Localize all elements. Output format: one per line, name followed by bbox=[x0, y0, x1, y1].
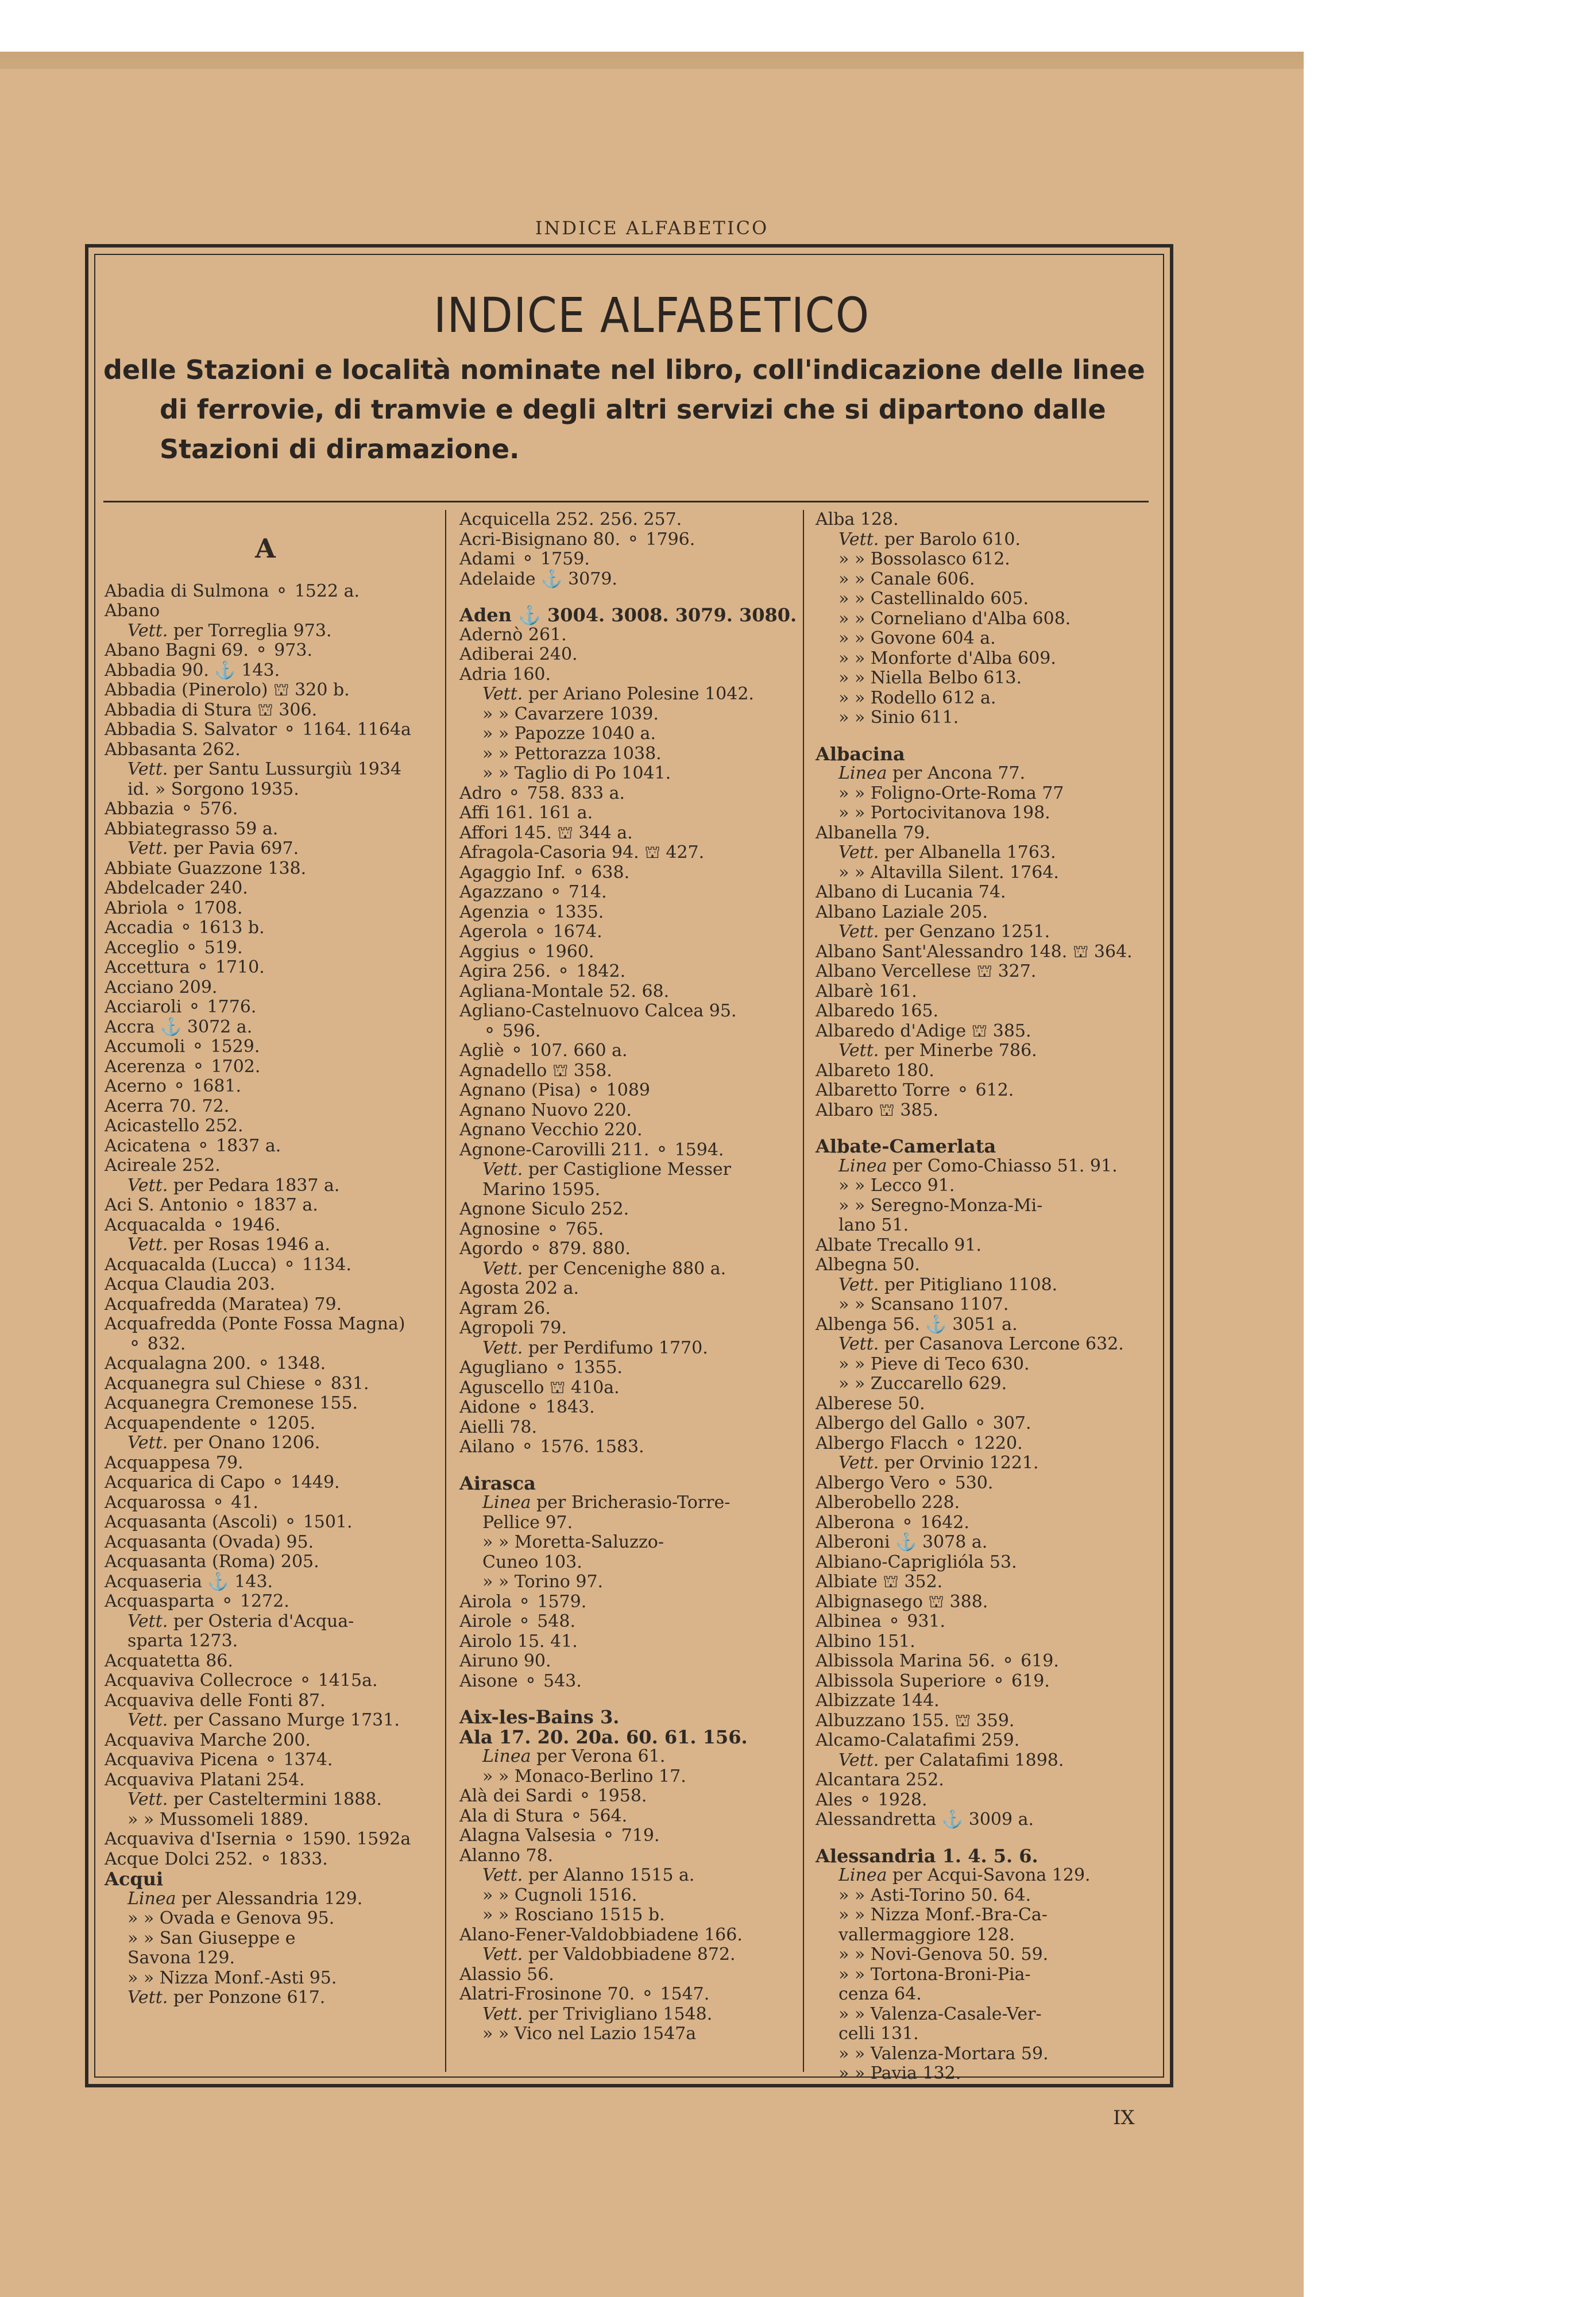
sub-entry: » » Nizza Monf.-Bra-Ca- bbox=[838, 1905, 1048, 1925]
sub-entry: » » Vico nel Lazio 1547a bbox=[482, 2024, 697, 2044]
index-entry: Affi 161. 161 a. bbox=[459, 803, 593, 823]
sub-entry: Savona 129. bbox=[127, 1948, 235, 1968]
index-entry: Albano Sant'Alessandro 148. ⛫ 364. bbox=[816, 941, 1133, 962]
sub-entry: » » San Giuseppe e bbox=[127, 1928, 296, 1948]
index-entry: Agerola ⚬ 1674. bbox=[459, 922, 602, 942]
sub-entry: lano 51. bbox=[838, 1215, 909, 1235]
index-entry: Acquacalda ⚬ 1946. bbox=[105, 1215, 281, 1235]
sub-entry: » » Mussomeli 1889. bbox=[127, 1809, 309, 1830]
index-entry: Acquafredda (Maratea) 79. bbox=[105, 1294, 342, 1314]
index-entry: Acicatena ⚬ 1837 a. bbox=[105, 1135, 281, 1156]
station-heading: Acqui bbox=[105, 1868, 164, 1890]
index-entry: Albano Laziale 205. bbox=[816, 902, 988, 922]
index-entry: Albizzate 144. bbox=[816, 1691, 940, 1711]
index-entry: Adiberai 240. bbox=[459, 644, 578, 664]
index-entry: Adernò 261. bbox=[459, 624, 567, 645]
index-entry: Airola ⚬ 1579. bbox=[459, 1591, 587, 1612]
index-entry: Acquasanta (Roma) 205. bbox=[105, 1552, 319, 1572]
index-entry: Abdelcader 240. bbox=[105, 878, 248, 898]
sub-entry: Vett. per Torreglia 973. bbox=[127, 620, 332, 641]
page-number: IX bbox=[1113, 2106, 1135, 2129]
sub-entry: » » Bossolasco 612. bbox=[838, 549, 1010, 569]
sub-entry: » » Cugnoli 1516. bbox=[482, 1885, 637, 1905]
sub-entry: Vett. per Minerbe 786. bbox=[838, 1041, 1037, 1061]
index-entry: Acquacalda (Lucca) ⚬ 1134. bbox=[105, 1254, 352, 1275]
index-entry: Agnano Nuovo 220. bbox=[459, 1100, 632, 1120]
index-entry: Agliè ⚬ 107. 660 a. bbox=[459, 1041, 628, 1061]
sub-entry: » » Papozze 1040 a. bbox=[482, 724, 656, 744]
index-entry: Alanno 78. bbox=[459, 1845, 554, 1866]
running-header: INDICE ALFABETICO bbox=[535, 217, 769, 239]
index-entry: Acquatetta 86. bbox=[105, 1650, 233, 1671]
sub-entry: ⚬ 832. bbox=[127, 1333, 186, 1354]
sub-entry: » » Taglio di Po 1041. bbox=[482, 763, 671, 783]
index-entry: Agnadello ⛫ 358. bbox=[459, 1060, 612, 1081]
sub-entry: id. » Sorgono 1935. bbox=[127, 779, 299, 799]
index-entry: Acciaroli ⚬ 1776. bbox=[105, 997, 257, 1017]
index-entry: Ales ⚬ 1928. bbox=[816, 1789, 928, 1810]
sub-entry: » » Rodello 612 a. bbox=[838, 687, 996, 708]
spacer bbox=[816, 1830, 1154, 1846]
index-entry: Albignasego ⛫ 388. bbox=[816, 1591, 988, 1612]
sub-entry: » » Tortona-Broni-Pia- bbox=[838, 1964, 1031, 1985]
spacer bbox=[816, 1120, 1154, 1136]
sub-entry: » » Pettorazza 1038. bbox=[482, 743, 662, 764]
sub-entry: » » Corneliano d'Alba 608. bbox=[838, 608, 1071, 629]
index-entry: Acqualagna 200. ⚬ 1348. bbox=[105, 1354, 326, 1374]
index-entry: Accumoli ⚬ 1529. bbox=[105, 1037, 260, 1057]
index-entry: Agosta 202 a. bbox=[459, 1278, 579, 1298]
index-entry: Abbadia 90. ⚓ 143. bbox=[105, 660, 280, 680]
page-subtitle bbox=[103, 350, 1149, 469]
index-entry: Airuno 90. bbox=[459, 1651, 551, 1671]
sub-entry: » » Ovada e Genova 95. bbox=[127, 1908, 335, 1928]
index-entry: Acquaviva Picena ⚬ 1374. bbox=[105, 1750, 333, 1770]
index-entry: Acciano 209. bbox=[105, 977, 218, 997]
sub-entry: Cuneo 103. bbox=[482, 1552, 582, 1572]
section-letter: A bbox=[255, 533, 276, 564]
index-entry: Agnano Vecchio 220. bbox=[459, 1120, 643, 1140]
sub-entry: Vett. per Ponzone 617. bbox=[127, 1987, 326, 2008]
index-entry: Adelaide ⚓ 3079. bbox=[459, 569, 617, 589]
index-entry: Acri-Bisignano 80. ⚬ 1796. bbox=[459, 529, 695, 550]
index-entry: Albarè 161. bbox=[816, 981, 917, 1001]
index-entry: Albiate ⛫ 352. bbox=[816, 1572, 943, 1592]
index-entry: Abano Bagni 69. ⚬ 973. bbox=[105, 640, 312, 660]
sub-entry: Linea per Bricherasio-Torre- bbox=[482, 1492, 731, 1513]
sub-entry: celli 131. bbox=[838, 2024, 919, 2044]
index-entry: Albanella 79. bbox=[816, 822, 930, 843]
sub-entry: Linea per Como-Chiasso 51. 91. bbox=[838, 1155, 1118, 1176]
index-entry: Adro ⚬ 758. 833 a. bbox=[459, 783, 625, 803]
sub-entry: Vett. per Cencenighe 880 a. bbox=[482, 1258, 726, 1279]
index-entry: Alagna Valsesia ⚬ 719. bbox=[459, 1826, 660, 1846]
subtitle-line-3: Stazioni di diramazione. bbox=[160, 434, 520, 465]
index-entry: Agnosine ⚬ 765. bbox=[459, 1219, 604, 1239]
index-entry: Affori 145. ⛫ 344 a. bbox=[459, 822, 633, 843]
sub-entry: Vett. per Calatafimi 1898. bbox=[838, 1750, 1064, 1770]
sub-entry: Vett. per Casanova Lercone 632. bbox=[838, 1334, 1124, 1354]
index-entry: Agnone-Carovilli 211. ⚬ 1594. bbox=[459, 1139, 724, 1160]
sub-entry: vallermaggiore 128. bbox=[838, 1924, 1015, 1945]
sub-entry: Vett. per Barolo 610. bbox=[838, 529, 1021, 550]
sub-entry: Linea per Alessandria 129. bbox=[127, 1888, 363, 1909]
index-entry: Albegna 50. bbox=[816, 1255, 920, 1275]
index-entry: Albinea ⚬ 931. bbox=[816, 1611, 946, 1631]
index-entry: Acquanegra sul Chiese ⚬ 831. bbox=[105, 1373, 369, 1394]
sub-entry: Vett. per Onano 1206. bbox=[127, 1433, 320, 1453]
sub-entry: Linea per Verona 61. bbox=[482, 1746, 666, 1766]
index-entry: Alberobello 228. bbox=[816, 1492, 960, 1513]
sub-entry: » » Asti-Torino 50. 64. bbox=[838, 1885, 1031, 1905]
index-entry: Acquasanta (Ovada) 95. bbox=[105, 1532, 314, 1552]
index-entry: Adami ⚬ 1759. bbox=[459, 549, 590, 569]
index-entry: Alberona ⚬ 1642. bbox=[816, 1512, 969, 1533]
station-heading: Albacina bbox=[816, 743, 905, 765]
index-entry: Albuzzano 155. ⛫ 359. bbox=[816, 1710, 1015, 1731]
index-entry: Alano-Fener-Valdobbiadene 166. bbox=[459, 1924, 743, 1945]
sub-entry: Vett. per Santu Lussurgiù 1934 bbox=[127, 759, 402, 779]
sub-entry: » » Rosciano 1515 b. bbox=[482, 1905, 665, 1925]
index-entry: Acquaviva Marche 200. bbox=[105, 1730, 311, 1750]
index-entry: Albaredo d'Adige ⛫ 385. bbox=[816, 1020, 1031, 1041]
index-entry: Albino 151. bbox=[816, 1631, 915, 1652]
title-rule bbox=[103, 501, 1149, 502]
index-entry: Airolo 15. 41. bbox=[459, 1631, 578, 1652]
index-entry: Accadia ⚬ 1613 b. bbox=[105, 918, 265, 938]
index-entry: Acquappesa 79. bbox=[105, 1452, 244, 1473]
index-entry: Alessandretta ⚓ 3009 a. bbox=[816, 1809, 1034, 1830]
index-entry: Accra ⚓ 3072 a. bbox=[105, 1016, 253, 1037]
index-entry: Abbazia ⚬ 576. bbox=[105, 799, 238, 819]
index-entry: Albergo del Gallo ⚬ 307. bbox=[816, 1413, 1031, 1433]
index-entry: Acceglio ⚬ 519. bbox=[105, 937, 243, 958]
index-entry: Agazzano ⚬ 714. bbox=[459, 882, 607, 902]
sub-entry: Vett. per Orvinio 1221. bbox=[838, 1453, 1039, 1473]
index-entry: Albissola Marina 56. ⚬ 619. bbox=[816, 1651, 1059, 1671]
sub-entry: ⚬ 596. bbox=[482, 1020, 541, 1041]
sub-entry: » » Zuccarello 629. bbox=[838, 1374, 1007, 1394]
sub-entry: Vett. per Ariano Polesine 1042. bbox=[482, 684, 754, 704]
index-entry: Acquapendente ⚬ 1205. bbox=[105, 1413, 316, 1433]
sub-entry: » » Govone 604 a. bbox=[838, 628, 996, 648]
index-entry: Alberoni ⚓ 3078 a. bbox=[816, 1532, 988, 1552]
sub-entry: » » Seregno-Monza-Mi- bbox=[838, 1195, 1043, 1216]
spacer bbox=[459, 589, 798, 605]
sub-entry: » » Sinio 611. bbox=[838, 707, 959, 728]
sub-entry: sparta 1273. bbox=[127, 1631, 238, 1651]
index-entry: Aisone ⚬ 543. bbox=[459, 1670, 582, 1691]
index-entry: Acquanegra Cremonese 155. bbox=[105, 1393, 358, 1413]
sub-entry: » » Valenza-Mortara 59. bbox=[838, 2043, 1049, 2064]
index-entry: Albergo Vero ⚬ 530. bbox=[816, 1472, 994, 1493]
station-heading: Ala 17. 20. 20a. 60. 61. 156. bbox=[459, 1726, 748, 1748]
index-entry: Acquaviva Collecroce ⚬ 1415a. bbox=[105, 1670, 378, 1691]
index-entry: Acquaseria ⚓ 143. bbox=[105, 1571, 273, 1592]
index-entry: Ala di Stura ⚬ 564. bbox=[459, 1805, 628, 1826]
index-entry: Albaretto Torre ⚬ 612. bbox=[816, 1080, 1014, 1100]
index-entry: Agliano-Castelnuovo Calcea 95. bbox=[459, 1001, 737, 1021]
index-entry: Acerno ⚬ 1681. bbox=[105, 1076, 242, 1096]
index-entry: Acquarica di Capo ⚬ 1449. bbox=[105, 1472, 340, 1492]
index-entry: Abriola ⚬ 1708. bbox=[105, 898, 243, 918]
sub-entry: Vett. per Pitigliano 1108. bbox=[838, 1274, 1058, 1295]
sub-entry: Linea per Ancona 77. bbox=[838, 763, 1026, 783]
index-entry: Abbadia di Stura ⛫ 306. bbox=[105, 699, 318, 720]
index-entry: Alassio 56. bbox=[459, 1964, 554, 1985]
sub-entry: » » Foligno-Orte-Roma 77 bbox=[838, 783, 1064, 803]
sub-entry: » » Lecco 91. bbox=[838, 1175, 955, 1196]
index-entry: Abano bbox=[105, 601, 160, 621]
sub-entry: » » Castellinaldo 605. bbox=[838, 589, 1029, 609]
sub-entry: » » Torino 97. bbox=[482, 1572, 604, 1592]
index-entry: Aielli 78. bbox=[459, 1417, 538, 1437]
index-entry: Abbadia S. Salvator ⚬ 1164. 1164a bbox=[105, 720, 411, 740]
index-entry: Agordo ⚬ 879. 880. bbox=[459, 1239, 631, 1259]
index-entry: Aggius ⚬ 1960. bbox=[459, 941, 594, 962]
sub-entry: » » Altavilla Silent. 1764. bbox=[838, 862, 1059, 883]
sub-entry: » » Monforte d'Alba 609. bbox=[838, 648, 1056, 668]
sub-entry: Vett. per Pavia 697. bbox=[127, 838, 299, 859]
index-entry: Albano Vercellese ⛫ 327. bbox=[816, 961, 1037, 981]
index-entry: Agira 256. ⚬ 1842. bbox=[459, 961, 626, 981]
index-entry: Albate Trecallo 91. bbox=[816, 1235, 981, 1255]
index-entry: Acicastello 252. bbox=[105, 1116, 244, 1136]
index-column-1 bbox=[105, 510, 426, 2008]
sub-entry: Vett. per Castiglione Messer bbox=[482, 1159, 731, 1180]
spacer bbox=[459, 1457, 798, 1474]
subtitle-line-1: delle Stazioni e località nominate nel libro, coll'indicazione delle linee bbox=[103, 354, 1145, 385]
sub-entry: » » Pieve di Teco 630. bbox=[838, 1354, 1030, 1374]
index-entry: Alcantara 252. bbox=[816, 1770, 944, 1790]
index-column-3 bbox=[816, 510, 1154, 2084]
sub-entry: » » Scansano 1107. bbox=[838, 1294, 1009, 1314]
station-heading: Aden ⚓ 3004. 3008. 3079. 3080. bbox=[459, 604, 797, 626]
index-entry: Acquasparta ⚬ 1272. bbox=[105, 1591, 289, 1611]
index-entry: Albenga 56. ⚓ 3051 a. bbox=[816, 1314, 1018, 1335]
index-entry: Alcamo-Calatafimi 259. bbox=[816, 1730, 1020, 1750]
index-entry: Aci S. Antonio ⚬ 1837 a. bbox=[105, 1195, 318, 1215]
sub-entry: » » Valenza-Casale-Ver- bbox=[838, 2004, 1042, 2024]
index-entry: Acquaviva delle Fonti 87. bbox=[105, 1690, 326, 1711]
sub-entry: » » Niella Belbo 613. bbox=[838, 668, 1022, 688]
index-entry: Acireale 252. bbox=[105, 1155, 221, 1175]
sub-entry: Vett. per Pedara 1837 a. bbox=[127, 1175, 340, 1196]
sub-entry: Vett. per Rosas 1946 a. bbox=[127, 1235, 330, 1255]
index-entry: Acquarossa ⚬ 41. bbox=[105, 1492, 258, 1513]
index-entry: Acquasanta (Ascoli) ⚬ 1501. bbox=[105, 1512, 353, 1532]
sub-entry: Vett. per Casteltermini 1888. bbox=[127, 1789, 382, 1809]
sub-entry: Vett. per Trivigliano 1548. bbox=[482, 2004, 713, 2024]
index-entry: Albissola Superiore ⚬ 619. bbox=[816, 1670, 1050, 1691]
index-entry: Agaggio Inf. ⚬ 638. bbox=[459, 862, 630, 883]
page-title: INDICE ALFABETICO bbox=[434, 287, 870, 343]
subtitle-line-2: di ferrovie, di tramvie e degli altri servizi che si dipartono dalle bbox=[160, 394, 1106, 425]
index-entry: Acquaviva d'Isernia ⚬ 1590. 1592a bbox=[105, 1829, 411, 1849]
station-heading: Airasca bbox=[459, 1472, 536, 1494]
station-heading: Alessandria 1. 4. 5. 6. bbox=[816, 1844, 1038, 1867]
sub-entry: » » Pavia 132. bbox=[838, 2063, 961, 2083]
index-entry: Abbadia (Pinerolo) ⛫ 320 b. bbox=[105, 680, 350, 700]
index-entry: Airole ⚬ 548. bbox=[459, 1611, 576, 1631]
sub-entry: Vett. per Perdifumo 1770. bbox=[482, 1337, 708, 1358]
index-entry: Acquafredda (Ponte Fossa Magna) bbox=[105, 1314, 405, 1334]
sub-entry: cenza 64. bbox=[838, 1984, 922, 2004]
sub-entry: » » Cavarzere 1039. bbox=[482, 703, 659, 724]
index-entry: Albiano-Capriglióla 53. bbox=[816, 1552, 1017, 1572]
index-entry: Albano di Lucania 74. bbox=[816, 882, 1006, 902]
index-entry: Acquicella 252. 256. 257. bbox=[459, 509, 682, 529]
index-entry: Agropoli 79. bbox=[459, 1318, 567, 1338]
index-entry: Agugliano ⚬ 1355. bbox=[459, 1358, 623, 1378]
sub-entry: Vett. per Albanella 1763. bbox=[838, 842, 1056, 863]
sub-entry: » » Novi-Genova 50. 59. bbox=[838, 1944, 1049, 1965]
sub-entry: » » Canale 606. bbox=[838, 569, 975, 589]
index-entry: Agnano (Pisa) ⚬ 1089 bbox=[459, 1080, 651, 1100]
spacer bbox=[459, 1691, 798, 1707]
station-heading: Albate-Camerlata bbox=[816, 1135, 996, 1157]
index-entry: Alberese 50. bbox=[816, 1393, 925, 1414]
column-separator bbox=[803, 510, 804, 2072]
index-entry: Ailano ⚬ 1576. 1583. bbox=[459, 1437, 644, 1457]
index-entry: Accettura ⚬ 1710. bbox=[105, 957, 265, 977]
index-entry: Agram 26. bbox=[459, 1298, 551, 1318]
index-entry: Acerenza ⚬ 1702. bbox=[105, 1056, 261, 1077]
index-entry: Agliana-Montale 52. 68. bbox=[459, 981, 670, 1001]
index-entry: Adria 160. bbox=[459, 664, 551, 685]
index-entry: Afragola-Casoria 94. ⛫ 427. bbox=[459, 842, 705, 863]
index-entry: Albergo Flacch ⚬ 1220. bbox=[816, 1433, 1023, 1453]
sub-entry: Vett. per Valdobbiadene 872. bbox=[482, 1944, 736, 1965]
index-entry: Alà dei Sardi ⚬ 1958. bbox=[459, 1786, 647, 1806]
index-entry: Abbiategrasso 59 a. bbox=[105, 818, 279, 839]
index-entry: Albaredo 165. bbox=[816, 1001, 939, 1021]
index-entry: Albaro ⛫ 385. bbox=[816, 1100, 939, 1120]
sub-entry: Pellice 97. bbox=[482, 1512, 573, 1533]
index-entry: Alatri-Frosinone 70. ⚬ 1547. bbox=[459, 1984, 710, 2004]
sub-entry: » » Monaco-Berlino 17. bbox=[482, 1766, 686, 1786]
sub-entry: » » Portocivitanova 198. bbox=[838, 803, 1050, 823]
column-separator bbox=[445, 510, 446, 2072]
sub-entry: Linea per Acqui-Savona 129. bbox=[838, 1865, 1091, 1885]
sub-entry: Vett. per Alanno 1515 a. bbox=[482, 1865, 695, 1885]
index-entry: Agnone Siculo 252. bbox=[459, 1199, 629, 1219]
sub-entry: Vett. per Cassano Murge 1731. bbox=[127, 1710, 400, 1730]
index-entry: Acque Dolci 252. ⚬ 1833. bbox=[105, 1849, 328, 1869]
index-entry: Acqua Claudia 203. bbox=[105, 1274, 276, 1294]
sub-entry: Vett. per Osteria d'Acqua- bbox=[127, 1611, 354, 1631]
sub-entry: Vett. per Genzano 1251. bbox=[838, 922, 1050, 942]
index-entry: Abadia di Sulmona ⚬ 1522 a. bbox=[105, 581, 360, 601]
sub-entry: » » Nizza Monf.-Asti 95. bbox=[127, 1967, 337, 1988]
index-entry: Abbasanta 262. bbox=[105, 739, 241, 760]
index-entry: Albareto 180. bbox=[816, 1060, 934, 1081]
sub-entry: Marino 1595. bbox=[482, 1179, 601, 1200]
index-entry: Acerra 70. 72. bbox=[105, 1096, 230, 1116]
index-entry: Aidone ⚬ 1843. bbox=[459, 1397, 595, 1417]
index-column-2 bbox=[459, 510, 798, 2044]
index-entry: Agenzia ⚬ 1335. bbox=[459, 902, 604, 922]
index-entry: Abbiate Guazzone 138. bbox=[105, 858, 307, 879]
index-entry: Aguscello ⛫ 410a. bbox=[459, 1377, 620, 1398]
spacer bbox=[816, 728, 1154, 744]
index-entry: Acquaviva Platani 254. bbox=[105, 1769, 305, 1790]
station-heading: Aix-les-Bains 3. bbox=[459, 1706, 620, 1728]
index-entry: Alba 128. bbox=[816, 509, 899, 529]
sub-entry: » » Moretta-Saluzzo- bbox=[482, 1532, 664, 1552]
